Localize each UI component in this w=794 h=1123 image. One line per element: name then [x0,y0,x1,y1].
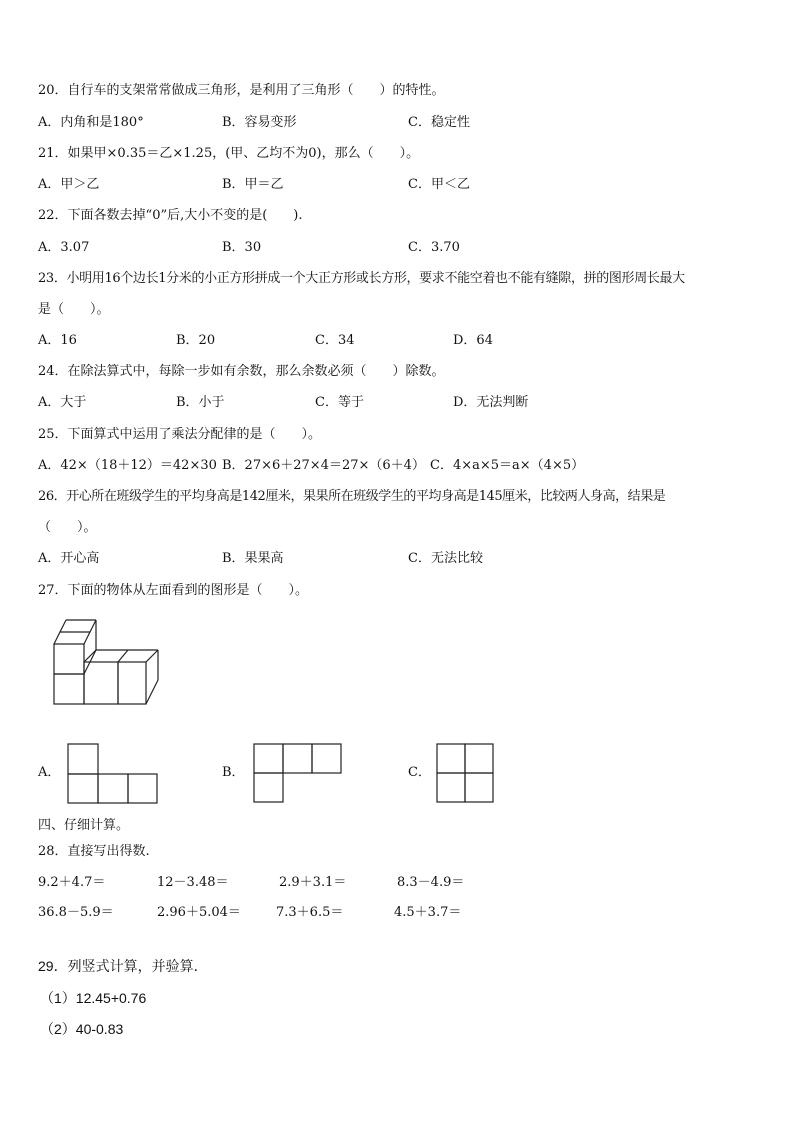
q22-option-b: B．30 [222,240,262,255]
q28-row2-item3: 7.3＋6.5＝ [276,905,344,920]
q28-row1-item3: 2.9＋3.1＝ [279,875,347,890]
q25-option-b: B．27×6＋27×4＝27×（6＋4） [222,458,425,473]
q22-option-c: C．3.70 [408,240,460,255]
q24-option-b: B．小于 [176,395,225,410]
question-26-stem-line1: 26．开心所在班级学生的平均身高是142厘米，果果所在班级学生的平均身高是145厘米，比较两人身高，结果是 [38,489,666,504]
q28-row2-item4: 4.5＋3.7＝ [394,905,462,920]
question-27-stem: 27．下面的物体从左面看到的图形是（ ）。 [38,583,309,598]
q20-option-b: B．容易变形 [222,115,297,130]
q28-row1-item4: 8.3－4.9＝ [397,875,465,890]
q21-option-b: B．甲＝乙 [222,177,284,192]
question-23-stem-line1: 23．小明用16个边长1分米的小正方形拼成一个大正方形或长方形，要求不能空着也不能有缝隙，拼的图形周长最大 [38,271,685,286]
q27-option-c-label: C． [408,765,431,780]
section-4-title: 四、仔细计算。 [38,818,130,833]
question-25-stem: 25．下面算式中运用了乘法分配律的是（ ）。 [38,427,322,442]
question-29-stem: 29．列竖式计算，并验算． [38,958,208,974]
question-20-stem: 20．自行车的支架常常做成三角形，是利用了三角形（ ）的特性。 [38,83,445,98]
q26-option-c: C．无法比较 [408,551,483,566]
question-26-stem-line2: （ ）。 [38,520,97,535]
question-21-stem: 21．如果甲×0.35＝乙×1.25，(甲、乙均不为0)，那么（ ）。 [38,146,420,161]
q26-option-b: B．果果高 [222,551,284,566]
q29-item-2: （2）40-0.83 [40,1021,124,1037]
q27-option-a-label: A． [38,765,61,780]
q26-option-a: A．开心高 [38,551,100,566]
q20-option-a: A．内角和是180° [38,115,144,130]
q21-option-a: A．甲＞乙 [38,177,100,192]
q23-option-b: B．20 [176,333,216,348]
cube-stack-figure [50,616,164,708]
q28-row1-item1: 9.2＋4.7＝ [38,875,106,890]
q27-option-b-figure [253,743,343,805]
q22-option-a: A．3.07 [38,240,90,255]
q28-row1-item2: 12－3.48＝ [157,875,229,890]
q24-option-c: C．等于 [315,395,364,410]
q25-option-a: A．42×（18＋12）＝42×30 [38,458,217,473]
q23-option-c: C．34 [315,333,355,348]
q29-item-1: （1）12.45+0.76 [40,990,147,1006]
q25-option-c: C．4×a×5＝a×（4×5） [430,458,585,473]
question-23-stem-line2: 是（ ）。 [38,302,110,317]
q28-row2-item2: 2.96＋5.04＝ [157,905,241,920]
question-24-stem: 24．在除法算式中，每除一步如有余数，那么余数必须（ ）除数。 [38,364,445,379]
q24-option-a: A．大于 [38,395,87,410]
q23-option-a: A．16 [38,333,77,348]
q27-option-c-figure [436,743,496,805]
q20-option-c: C．稳定性 [408,115,470,130]
question-22-stem: 22．下面各数去掉“0”后,大小不变的是( ). [38,208,303,223]
q24-option-d: D．无法判断 [453,395,529,410]
q21-option-c: C．甲＜乙 [408,177,470,192]
q27-option-b-label: B． [222,765,245,780]
q23-option-d: D．64 [453,333,493,348]
q27-option-a-figure [67,743,159,805]
question-28-stem: 28．直接写出得数. [38,844,150,859]
q28-row2-item1: 36.8－5.9＝ [38,905,114,920]
